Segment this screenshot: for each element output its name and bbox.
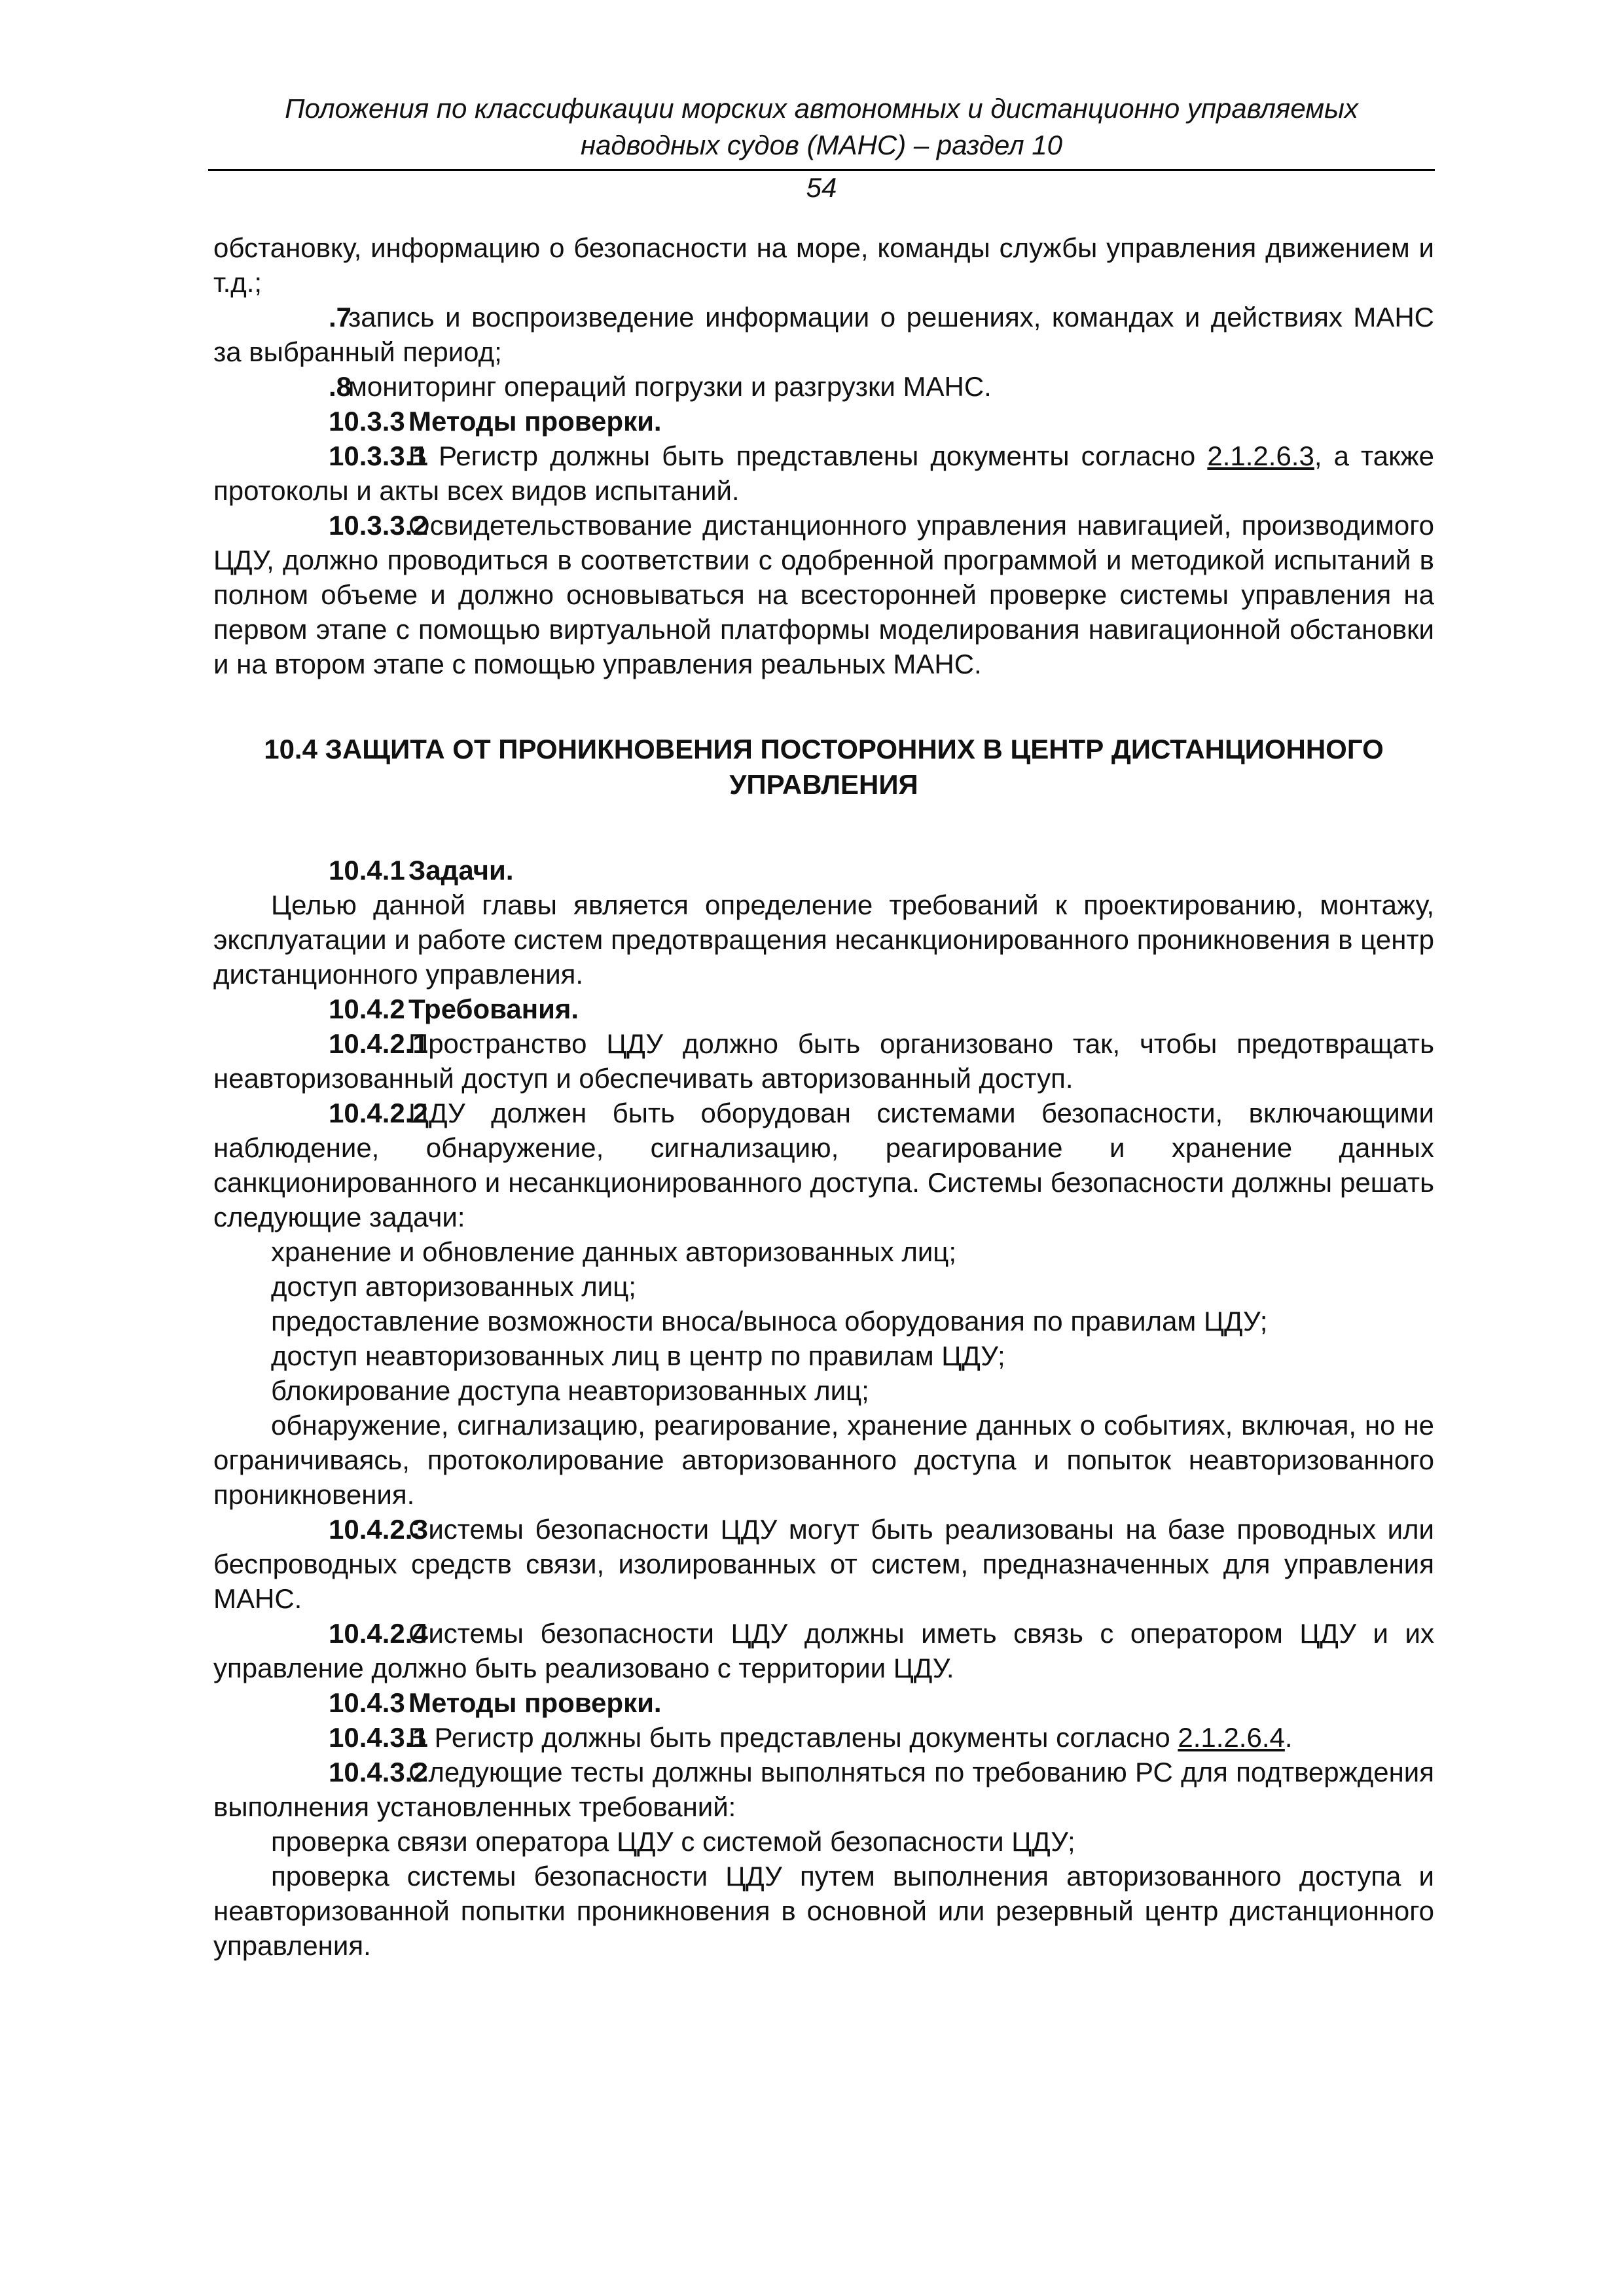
paragraph-text: Освидетельствование дистанционного управления навигацией, производимого ЦДУ, должно проводиться в соответствии с одобренной программой и методикой испытаний в полном объеме и должно основываться на всесторонней проверке системы управления на первом этапе с помощью виртуальной платформы моделирования навигационной обстановки и на втором этапе с помощью управления реальных МАНС.: [213, 510, 1434, 679]
task-item: доступ неавторизованных лиц в центр по правилам ЦДУ;: [271, 1340, 1005, 1371]
paragraph-text: В Регистр должны быть представлены документы согласно: [408, 440, 1208, 471]
task-item: предоставление возможности вноса/выноса оборудования по правилам ЦДУ;: [271, 1306, 1268, 1336]
paragraph-10-3-3-2: [213, 508, 1434, 681]
paragraph-10-4-3-2: [213, 1755, 1434, 1824]
reference-link[interactable]: 2.1.2.6.3: [1207, 440, 1314, 471]
paragraph-number: 10.4.2.3: [329, 1514, 428, 1545]
section-spacer: [213, 802, 1434, 853]
section-title: Методы проверки.: [408, 406, 662, 437]
paragraph-text: .: [1284, 1722, 1293, 1753]
paragraph-10-4-2-2: [213, 1096, 1434, 1234]
list-item-8: [213, 369, 1434, 404]
page-number: 54: [806, 172, 837, 203]
task-item: хранение и обновление данных авторизованных лиц;: [271, 1236, 957, 1267]
paragraph-10-4-3-1: [213, 1720, 1434, 1755]
section-number: 10.4.2: [329, 994, 405, 1024]
section-spacer: [213, 681, 1434, 732]
section-heading-line-1: 10.4 ЗАЩИТА ОТ ПРОНИКНОВЕНИЯ ПОСТОРОННИХ В ЦЕНТР ДИСТАНЦИОННОГО: [264, 734, 1384, 764]
list-item-7: [213, 300, 1434, 369]
paragraph-text: ЦДУ должен быть оборудован системами безопасности, включающими наблюдение, обнаружение, сигнализацию, реагирование и хранение данных санкционированного и несанкционированного доступа. Системы безопасности должны решать следующие задачи:: [213, 1098, 1434, 1232]
section-10-3-3-heading: [213, 404, 1434, 439]
paragraph-number: 10.4.2.2: [329, 1098, 428, 1128]
section-title: Задачи.: [408, 855, 514, 886]
list-item-text: запись и воспроизведение информации о решениях, командах и действиях МАНС за выбранный период;: [213, 302, 1434, 367]
section-10-4-2-heading: [213, 992, 1434, 1026]
section-10-4-1-heading: [213, 853, 1434, 888]
paragraph-number: 10.3.3.1: [329, 440, 428, 471]
paragraph-text: Системы безопасности ЦДУ могут быть реализованы на базе проводных или беспроводных средств связи, изолированных от систем, предназначенных для управления МАНС.: [213, 1514, 1434, 1614]
paragraph-10-4-2-1: [213, 1026, 1434, 1096]
continued-paragraph: обстановку, информацию о безопасности на море, команды службы управления движением и т.д.;: [213, 232, 1434, 298]
section-number: 10.4.3: [329, 1687, 405, 1718]
list-item-number: .7: [329, 302, 352, 332]
paragraph-10-4-2-4: [213, 1616, 1434, 1685]
paragraph-10-4-2-3: [213, 1512, 1434, 1616]
test-item: проверка связи оператора ЦДУ с системой безопасности ЦДУ;: [271, 1826, 1075, 1857]
running-header: [209, 90, 1434, 164]
section-number: 10.4.1: [329, 855, 405, 886]
section-title: Требования.: [408, 994, 579, 1024]
paragraph-number: 10.4.3.2: [329, 1757, 428, 1787]
task-item: блокирование доступа неавторизованных лиц;: [271, 1375, 869, 1406]
paragraph-text: Следующие тесты должны выполняться по требованию РС для подтверждения выполнения установленных требований:: [213, 1757, 1434, 1822]
list-item-text: мониторинг операций погрузки и разгрузки МАНС.: [348, 371, 992, 402]
running-header-line-2: надводных судов (МАНС) – раздел 10: [580, 130, 1063, 160]
reference-link[interactable]: 2.1.2.6.4: [1178, 1722, 1285, 1753]
paragraph-text: , а также протоколы и акты всех видов испытаний.: [213, 440, 1434, 506]
paragraph-text: В Регистр должны быть представлены документы согласно: [408, 1722, 1178, 1753]
section-10-4-3-heading: [213, 1685, 1434, 1720]
paragraph-10-4-1: Целью данной главы является определение требований к проектированию, монтажу, эксплуатации и работе систем предотвращения несанкционированного проникновения в центр дистанционного управления.: [213, 889, 1434, 990]
task-item: доступ авторизованных лиц;: [271, 1271, 636, 1302]
paragraph-text: Системы безопасности ЦДУ должны иметь связь с оператором ЦДУ и их управление должно быть реализовано с территории ЦДУ.: [213, 1618, 1434, 1683]
section-10-4-heading: [213, 732, 1434, 802]
list-item-number: .8: [329, 371, 352, 402]
running-header-line-1: Положения по классификации морских автономных и дистанционно управляемых: [285, 93, 1358, 124]
body-text: [213, 230, 1434, 1963]
paragraph-number: 10.4.2.4: [329, 1618, 428, 1649]
paragraph-10-3-3-1: [213, 439, 1434, 508]
paragraph-text: Пространство ЦДУ должно быть организовано так, чтобы предотвращать неавторизованный доступ и обеспечивать авторизованный доступ.: [213, 1028, 1434, 1094]
section-number: 10.3.3: [329, 406, 405, 437]
paragraph-number: 10.4.3.1: [329, 1722, 428, 1753]
paragraph-number: 10.4.2.1: [329, 1028, 428, 1059]
paragraph-number: 10.3.3.2: [329, 510, 428, 541]
task-item: обнаружение, сигнализацию, реагирование, хранение данных о событиях, включая, но не ограничиваясь, протоколирование авторизованного доступа и попыток неавторизованного проникновения.: [213, 1410, 1434, 1510]
test-item: проверка системы безопасности ЦДУ путем выполнения авторизованного доступа и неавторизованной попытки проникновения в основной или резервный центр дистанционного управления.: [213, 1861, 1434, 1961]
section-heading-line-2: УПРАВЛЕНИЯ: [729, 769, 918, 800]
section-title: Методы проверки.: [408, 1687, 662, 1718]
